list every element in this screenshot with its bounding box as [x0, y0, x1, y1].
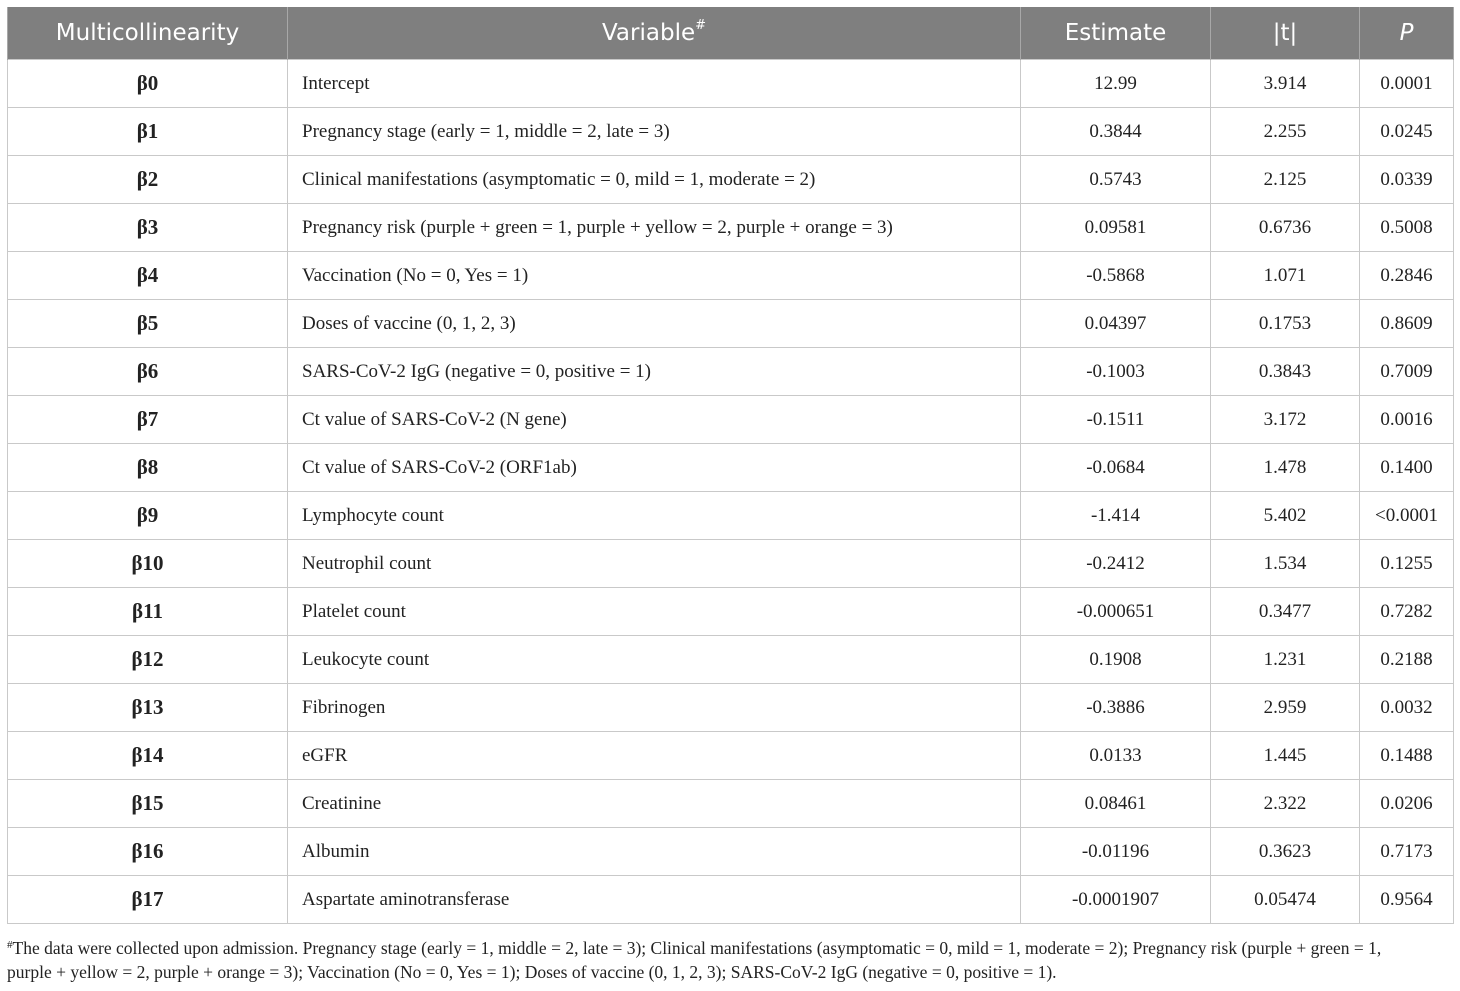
cell-variable: Creatinine [288, 780, 1021, 828]
cell-beta: β16 [8, 828, 288, 876]
cell-estimate: -0.0684 [1021, 444, 1211, 492]
cell-beta: β2 [8, 156, 288, 204]
table-row [8, 636, 1454, 684]
cell-p: <0.0001 [1360, 492, 1454, 540]
cell-variable: Fibrinogen [288, 684, 1021, 732]
cell-p: 0.1488 [1360, 732, 1454, 780]
cell-t: 5.402 [1211, 492, 1360, 540]
header-variable [288, 7, 1021, 60]
cell-beta: β14 [8, 732, 288, 780]
cell-variable: Vaccination (No = 0, Yes = 1) [288, 252, 1021, 300]
cell-beta: β8 [8, 444, 288, 492]
cell-p: 0.0001 [1360, 60, 1454, 108]
cell-estimate: 12.99 [1021, 60, 1211, 108]
table-row [8, 156, 1454, 204]
cell-variable: Aspartate aminotransferase [288, 876, 1021, 924]
regression-table-container [7, 7, 1453, 924]
cell-estimate: -0.0001907 [1021, 876, 1211, 924]
cell-beta: β9 [8, 492, 288, 540]
cell-t: 0.3623 [1211, 828, 1360, 876]
cell-p: 0.1255 [1360, 540, 1454, 588]
table-row [8, 780, 1454, 828]
table-row [8, 588, 1454, 636]
cell-variable: Doses of vaccine (0, 1, 2, 3) [288, 300, 1021, 348]
cell-estimate: 0.5743 [1021, 156, 1211, 204]
cell-t: 0.1753 [1211, 300, 1360, 348]
cell-t: 1.478 [1211, 444, 1360, 492]
cell-t: 1.231 [1211, 636, 1360, 684]
footnote-line-2: purple + yellow = 2, purple + orange = 3); Vaccination (No = 0, Yes = 1); Doses of vaccine (0, 1, 2, 3); SARS-CoV-2 IgG (negative = 0, positive = 1). [7, 962, 1057, 982]
cell-t: 0.6736 [1211, 204, 1360, 252]
table-footnote [7, 936, 1453, 984]
cell-t: 3.172 [1211, 396, 1360, 444]
cell-p: 0.8609 [1360, 300, 1454, 348]
table-row [8, 732, 1454, 780]
cell-estimate: 0.3844 [1021, 108, 1211, 156]
cell-estimate: 0.08461 [1021, 780, 1211, 828]
cell-t: 1.445 [1211, 732, 1360, 780]
cell-estimate: 0.0133 [1021, 732, 1211, 780]
cell-p: 0.7009 [1360, 348, 1454, 396]
cell-variable: Neutrophil count [288, 540, 1021, 588]
cell-p: 0.2188 [1360, 636, 1454, 684]
cell-beta: β13 [8, 684, 288, 732]
table-row [8, 396, 1454, 444]
cell-t: 2.125 [1211, 156, 1360, 204]
cell-p: 0.0016 [1360, 396, 1454, 444]
cell-p: 0.7282 [1360, 588, 1454, 636]
cell-beta: β3 [8, 204, 288, 252]
multicollinearity-table [7, 7, 1454, 924]
cell-variable: eGFR [288, 732, 1021, 780]
cell-p: 0.0245 [1360, 108, 1454, 156]
table-row [8, 108, 1454, 156]
table-row [8, 684, 1454, 732]
cell-beta: β12 [8, 636, 288, 684]
cell-variable: Leukocyte count [288, 636, 1021, 684]
cell-p: 0.2846 [1360, 252, 1454, 300]
cell-t: 3.914 [1211, 60, 1360, 108]
table-row [8, 204, 1454, 252]
cell-t: 1.071 [1211, 252, 1360, 300]
table-header [8, 7, 1454, 60]
header-row [8, 7, 1454, 60]
cell-variable: Pregnancy risk (purple + green = 1, purple + yellow = 2, purple + orange = 3) [288, 204, 1021, 252]
cell-estimate: 0.1908 [1021, 636, 1211, 684]
header-p: P [1360, 7, 1454, 60]
cell-estimate: -0.3886 [1021, 684, 1211, 732]
cell-beta: β15 [8, 780, 288, 828]
cell-variable: Ct value of SARS-CoV-2 (ORF1ab) [288, 444, 1021, 492]
cell-variable: Ct value of SARS-CoV-2 (N gene) [288, 396, 1021, 444]
cell-estimate: -0.5868 [1021, 252, 1211, 300]
cell-estimate: -0.2412 [1021, 540, 1211, 588]
header-t: |t| [1211, 7, 1360, 60]
cell-t: 2.322 [1211, 780, 1360, 828]
cell-estimate: 0.04397 [1021, 300, 1211, 348]
table-row [8, 492, 1454, 540]
cell-beta: β1 [8, 108, 288, 156]
cell-p: 0.0206 [1360, 780, 1454, 828]
header-multicollinearity: Multicollinearity [8, 7, 288, 60]
header-estimate: Estimate [1021, 7, 1211, 60]
cell-beta: β7 [8, 396, 288, 444]
cell-p: 0.1400 [1360, 444, 1454, 492]
cell-estimate: -0.01196 [1021, 828, 1211, 876]
table-row [8, 828, 1454, 876]
cell-t: 2.959 [1211, 684, 1360, 732]
cell-estimate: 0.09581 [1021, 204, 1211, 252]
cell-beta: β17 [8, 876, 288, 924]
cell-t: 0.3477 [1211, 588, 1360, 636]
cell-variable: Pregnancy stage (early = 1, middle = 2, late = 3) [288, 108, 1021, 156]
cell-variable: Intercept [288, 60, 1021, 108]
cell-estimate: -1.414 [1021, 492, 1211, 540]
table-row [8, 60, 1454, 108]
cell-t: 2.255 [1211, 108, 1360, 156]
cell-t: 1.534 [1211, 540, 1360, 588]
cell-estimate: -0.1003 [1021, 348, 1211, 396]
cell-estimate: -0.1511 [1021, 396, 1211, 444]
cell-variable: Lymphocyte count [288, 492, 1021, 540]
cell-p: 0.0032 [1360, 684, 1454, 732]
cell-beta: β10 [8, 540, 288, 588]
cell-p: 0.0339 [1360, 156, 1454, 204]
table-row [8, 876, 1454, 924]
header-variable-label: Variable [601, 20, 696, 46]
cell-beta: β6 [8, 348, 288, 396]
cell-beta: β4 [8, 252, 288, 300]
cell-t: 0.05474 [1211, 876, 1360, 924]
table-row [8, 444, 1454, 492]
footnote-line-1: The data were collected upon admission. Pregnancy stage (early = 1, middle = 2, late = 3); Clinical manifestations (asymptomatic = 0, mild = 1, moderate = 2); Pregnancy risk (purple + green = 1, [12, 938, 1382, 958]
header-variable-footnote-mark: # [695, 18, 707, 33]
cell-variable: SARS-CoV-2 IgG (negative = 0, positive = 1) [288, 348, 1021, 396]
cell-p: 0.5008 [1360, 204, 1454, 252]
cell-variable: Clinical manifestations (asymptomatic = 0, mild = 1, moderate = 2) [288, 156, 1021, 204]
table-row [8, 540, 1454, 588]
cell-estimate: -0.000651 [1021, 588, 1211, 636]
cell-t: 0.3843 [1211, 348, 1360, 396]
cell-variable: Albumin [288, 828, 1021, 876]
cell-p: 0.9564 [1360, 876, 1454, 924]
table-body [8, 60, 1454, 924]
cell-beta: β0 [8, 60, 288, 108]
table-row [8, 348, 1454, 396]
table-row [8, 252, 1454, 300]
table-row [8, 300, 1454, 348]
cell-beta: β11 [8, 588, 288, 636]
cell-beta: β5 [8, 300, 288, 348]
footnote-mark: # [7, 939, 13, 951]
cell-variable: Platelet count [288, 588, 1021, 636]
cell-p: 0.7173 [1360, 828, 1454, 876]
